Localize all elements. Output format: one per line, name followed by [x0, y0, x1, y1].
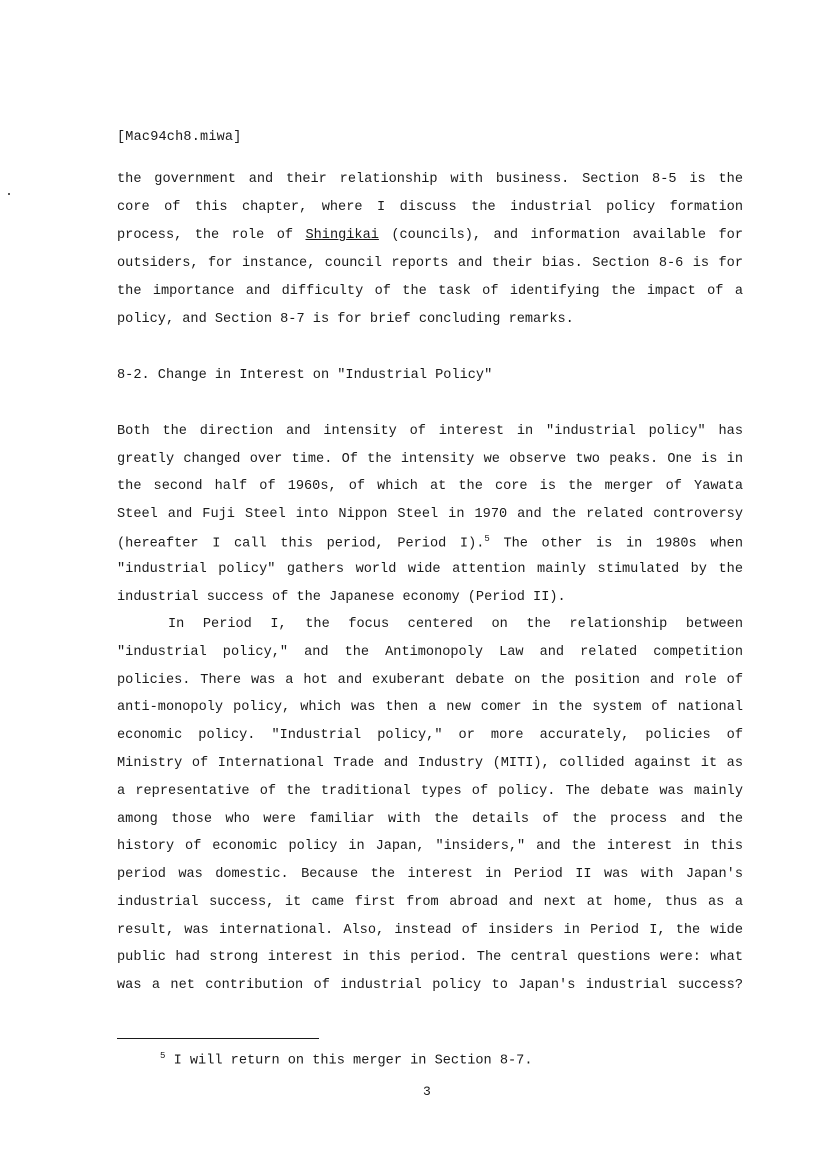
paragraph-line: economic policy. "Industrial policy," or more accurately, policies of	[117, 728, 743, 743]
paragraph-line: "industrial policy," and the Antimonopoly Law and related competition	[117, 645, 743, 660]
footnote-reference: 5	[484, 534, 490, 544]
paragraph-line: Ministry of International Trade and Industry (MITI), collided against it as	[117, 756, 743, 771]
paragraph-line: industrial success, it came first from abroad and next at home, thus as a	[117, 895, 743, 910]
line-text: (hereafter I call this period, Period I).	[117, 536, 485, 552]
paragraph-line: greatly changed over time. Of the intensity we observe two peaks. One is in	[117, 452, 743, 467]
scan-speck	[8, 193, 10, 195]
page-number: 3	[423, 1084, 431, 1099]
paragraph-line: the second half of 1960s, of which at the core is the merger of Yawata	[117, 479, 743, 494]
paragraph-line	[117, 534, 743, 552]
shingikai-term: Shingikai	[305, 228, 379, 243]
paragraph-line	[117, 228, 743, 243]
paragraph-line: policy, and Section 8-7 is for brief concluding remarks.	[117, 312, 574, 327]
paragraph-line: "industrial policy" gathers world wide attention mainly stimulated by the	[117, 562, 743, 577]
paragraph-line: Steel and Fuji Steel into Nippon Steel in 1970 and the related controversy	[117, 507, 743, 522]
footnote-separator	[117, 1038, 319, 1039]
file-tag: [Mac94ch8.miwa]	[117, 130, 242, 145]
footnote-text: I will return on this merger in Section 8-7.	[165, 1053, 533, 1069]
footnote-mark: 5	[160, 1051, 166, 1061]
paragraph-line: the government and their relationship with business. Section 8-5 is the	[117, 172, 743, 187]
paragraph-line: Both the direction and intensity of interest in "industrial policy" has	[117, 424, 743, 439]
paragraph-line: industrial success of the Japanese economy (Period II).	[117, 590, 566, 605]
paragraph-line: In Period I, the focus centered on the relationship between	[168, 617, 743, 632]
paragraph-line: core of this chapter, where I discuss the industrial policy formation	[117, 200, 743, 215]
paragraph-line: was a net contribution of industrial policy to Japan's industrial success?	[117, 978, 743, 993]
paragraph-line: period was domestic. Because the interest in Period II was with Japan's	[117, 867, 743, 882]
line-text: process, the role of	[117, 228, 306, 243]
paragraph-line: among those who were familiar with the details of the process and the	[117, 812, 743, 827]
footnote	[160, 1051, 533, 1069]
paragraph-line: history of economic policy in Japan, "insiders," and the interest in this	[117, 839, 743, 854]
line-text: (councils), and information available for	[378, 228, 743, 243]
paragraph-line: anti-monopoly policy, which was then a new comer in the system of national	[117, 700, 743, 715]
section-heading: 8-2. Change in Interest on "Industrial Policy"	[117, 368, 493, 383]
paragraph-line: public had strong interest in this period. The central questions were: what	[117, 950, 743, 965]
paragraph-line: policies. There was a hot and exuberant debate on the position and role of	[117, 673, 743, 688]
paragraph-line: result, was international. Also, instead of insiders in Period I, the wide	[117, 923, 743, 938]
line-text: The other is in 1980s when	[489, 536, 743, 552]
paragraph-line: outsiders, for instance, council reports and their bias. Section 8-6 is for	[117, 256, 743, 271]
paragraph-line: a representative of the traditional types of policy. The debate was mainly	[117, 784, 743, 799]
paragraph-line: the importance and difficulty of the task of identifying the impact of a	[117, 284, 743, 299]
